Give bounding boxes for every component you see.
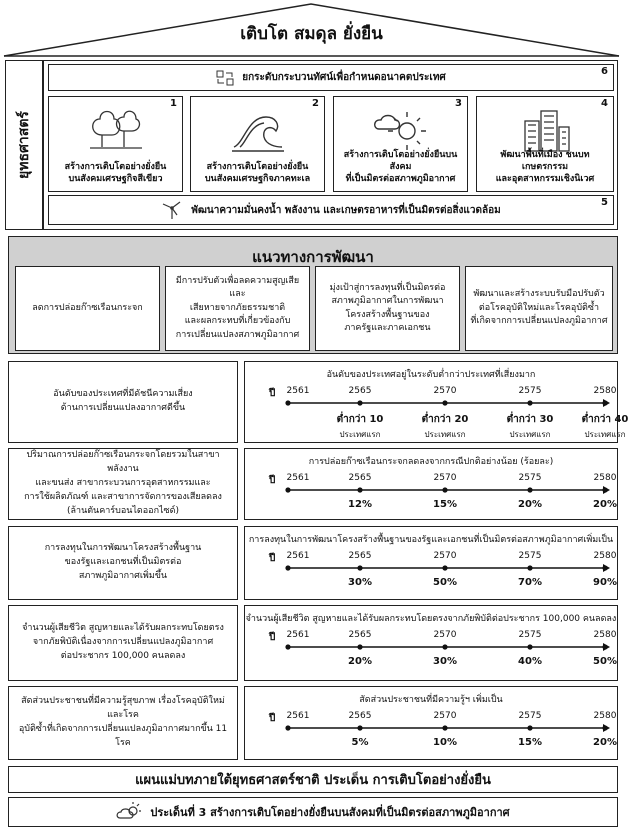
timeline-target-value: 30% [433,656,457,667]
year-label: ปี [269,388,276,399]
timeline-year: 2575 [518,386,542,396]
timeline-axis [285,721,610,735]
indicator-timeline-5 [244,686,618,760]
indicator-desc-line: อุบัติซ้ำที่เกิดจากการเปลี่ยนแปลงภูมิอากาศมากขึ้น 11 โรค [18,724,228,748]
timeline-year: 2561 [286,711,310,721]
timeline-target-sub: ประเทศแรก [509,430,551,439]
timeline-year: 2570 [433,630,457,640]
timeline-dot [602,725,607,730]
indicator-desc-line: สภาพภูมิอากาศเพิ่มขึ้น [78,570,168,581]
year-label: ปี [269,553,276,564]
timeline-target-value: ต่ำกว่า 30 [506,414,554,425]
timeline-target-value: 20% [593,499,617,510]
strategy-side-label: ยุทธศาสตร์ [5,60,43,230]
strategy-card-2: 2 สร้างการเติบโตอย่างยั่งยืน บนสังคมเศรษฐกิจภาคทะเล [190,96,325,192]
timeline-dot [602,487,607,492]
indicator-desc-line: การใช้ผลิตภัณฑ์ และสาขาการจัดการของเสียลดลง [24,491,222,502]
timeline-year: 2570 [433,711,457,721]
timeline-target-value: 15% [518,737,542,748]
guideline-2: มีการปรับตัวเพื่อลดความสูญเสียและ เสียหายจากภัยธรรมชาติ และผลกระทบที่เกี่ยวข้องกับ การเปลี่ยนแปลงสภาพภูมิอากาศ [165,266,310,351]
timeline-title: การลงทุนในการพัฒนาโครงสร้างพื้นฐานของรัฐและเอกชนที่เป็นมิตรต่อสภาพภูมิอากาศเพิ่มเป็น [248,535,614,545]
timeline-year: 2575 [518,630,542,640]
issue-banner: ประเด็นที่ 3 สร้างการเติบโตอย่างยั่งยืนบนสังคมที่เป็นมิตรต่อสภาพภูมิอากาศ [8,797,618,827]
timeline-dot [527,487,532,492]
year-label: ปี [269,713,276,724]
timeline-axis [285,396,610,410]
indicator-desc-line: ปริมาณการปล่อยก๊าซเรือนกระจกโดยรวมในสาขาพลังงาน [26,450,220,475]
timeline-year: 2580 [593,473,617,483]
timeline-dot [357,400,362,405]
timeline-year: 2565 [348,473,372,483]
timeline-target-value: ต่ำกว่า 10 [336,414,384,425]
timeline-dot [285,644,290,649]
timeline-year: 2565 [348,551,372,561]
year-label: ปี [269,632,276,643]
indicator-desc-3 [8,526,238,600]
timeline-year: 2561 [286,386,310,396]
timeline-dot [442,565,447,570]
timeline-target-value: 12% [348,499,372,510]
strategy-5: พัฒนาความมั่นคงน้ำ พลังงาน และเกษตรอาหารที่เป็นมิตรต่อสิ่งแวดล้อม 5 [48,195,614,225]
indicator-desc-line: สัดส่วนประชาชนที่มีความรู้สุขภาพ เรื่องโรคอุบัติใหม่และโรค [21,696,225,721]
timeline-dot [442,487,447,492]
timeline-target-value: 20% [518,499,542,510]
timeline-target-value: 15% [433,499,457,510]
timeline-year: 2580 [593,551,617,561]
timeline-target-sub: ประเทศแรก [584,430,626,439]
wind-turbine-icon [161,200,183,220]
city-buildings-icon [515,107,575,153]
timeline-dot [357,725,362,730]
timeline-year: 2565 [348,630,372,640]
timeline-dot [602,565,607,570]
timeline-target-value: 90% [593,577,617,588]
timeline-dot [285,400,290,405]
timeline-year: 2570 [433,551,457,561]
cloud-sun-icon [371,107,431,153]
timeline-dot [357,565,362,570]
indicator-timeline-1 [244,361,628,443]
strategy-6: ยกระดับกระบวนทัศน์เพื่อกำหนดอนาคตประเทศ 6 [48,64,614,91]
page-title: เติบโต สมดุล ยั่งยืน [240,24,383,44]
timeline-dot [527,400,532,405]
timeline-target-value: ต่ำกว่า 20 [421,414,469,425]
timeline-dot [285,725,290,730]
timeline-target-sub: ประเทศแรก [424,430,466,439]
guideline-3: มุ่งเป้าสู่การลงทุนที่เป็นมิตรต่อ สภาพภูมิอากาศในการพัฒนา โครงสร้างพื้นฐานของ ภาครัฐและภาคเอกชน [315,266,460,351]
timeline-dot [602,400,607,405]
timeline-year: 2565 [348,711,372,721]
timeline-axis [285,483,610,497]
timeline-year: 2561 [286,551,310,561]
timeline-year: 2580 [593,711,617,721]
timeline-dot [442,400,447,405]
indicator-desc-line: อันดับของประเทศที่มีดัชนีความเสี่ยง [53,389,193,400]
timeline-title: สัดส่วนประชาชนที่มีความรู้ฯ เพิ่มเป็น [359,695,503,705]
indicator-desc-5 [8,686,238,760]
timeline-axis [285,640,610,654]
timeline-dot [602,644,607,649]
year-label: ปี [269,475,276,486]
timeline-dot [357,487,362,492]
cycle-arrows-icon [216,70,234,86]
timeline-title: จำนวนผู้เสียชีวิต สูญหายและได้รับผลกระทบโดยตรงจากภัยพิบัติต่อประชากร 100,000 คนลดลง [245,614,617,624]
timeline-target-value: 10% [433,737,457,748]
timeline-target-value: 5% [351,737,369,748]
indicator-timeline-3 [244,526,618,600]
timeline-target-value: 50% [433,577,457,588]
indicator-desc-2 [8,448,238,520]
master-plan-banner: แผนแม่บทภายใต้ยุทธศาสตร์ชาติ ประเด็น การเติบโตอย่างยั่งยืน [8,766,618,793]
timeline-target-value: ต่ำกว่า 40 [581,414,628,425]
strategy-card-4: 4 พัฒนาพื้นที่เมือง ชนบท เกษตรกรรม และอุตสาหกรรมเชิงนิเวศ [476,96,614,192]
timeline-dot [357,644,362,649]
timeline-dot [442,725,447,730]
guideline-1: ลดการปล่อยก๊าซเรือนกระจก [15,266,160,351]
indicator-timeline-4 [244,605,618,681]
indicator-desc-line: การลงทุนในการพัฒนาโครงสร้างพื้นฐาน [44,543,202,554]
timeline-year: 2561 [286,473,310,483]
timeline-target-value: 50% [593,656,617,667]
indicator-timeline-2 [244,448,618,520]
cloud-sun-small-icon [116,802,142,822]
indicator-desc-line: ต่อประชากร 100,000 คนลดลง [60,650,186,661]
timeline-target-value: 70% [518,577,542,588]
timeline-dot [527,725,532,730]
wave-icon [228,107,288,153]
indicator-desc-line: ของรัฐและเอกชนที่เป็นมิตรต่อ [64,557,182,568]
timeline-year: 2580 [593,386,617,396]
indicator-desc-line: จำนวนผู้เสียชีวิต สูญหายและได้รับผลกระทบโดยตรง [22,623,224,634]
timeline-year: 2570 [433,473,457,483]
indicator-desc-4 [8,605,238,681]
strategy-card-3: 3 สร้างการเติบโตอย่างยั่งยืนบนสังคม ที่เป็นมิตรต่อสภาพภูมิอากาศ [333,96,468,192]
indicator-desc-line: (ล้านตันคาร์บอนไดออกไซด์) [66,505,180,516]
timeline-year: 2580 [593,630,617,640]
timeline-dot [442,644,447,649]
timeline-target-value: 30% [348,577,372,588]
timeline-dot [285,565,290,570]
timeline-target-value: 40% [518,656,542,667]
timeline-target-sub: ประเทศแรก [339,430,381,439]
guideline-4: พัฒนาและสร้างระบบรับมือปรับตัว ต่อโรคอุบัติใหม่และโรคอุบัติซ้ำ ที่เกิดจากการเปลี่ยนแปลงภูมิอากาศ [465,266,613,351]
trees-icon [86,107,146,153]
timeline-target-value: 20% [593,737,617,748]
timeline-title: การปล่อยก๊าซเรือนกระจกลดลงจากกรณีปกติอย่างน้อย (ร้อยละ) [308,457,554,467]
guidelines-heading: แนวทางการพัฒนา [252,248,374,266]
timeline-year: 2575 [518,551,542,561]
timeline-year: 2575 [518,711,542,721]
timeline-target-value: 20% [348,656,372,667]
timeline-dot [285,487,290,492]
timeline-year: 2575 [518,473,542,483]
timeline-dot [527,565,532,570]
timeline-axis [285,561,610,575]
timeline-dot [527,644,532,649]
strategy-card-1: 1 สร้างการเติบโตอย่างยั่งยืน บนสังคมเศรษฐกิจสีเขียว [48,96,183,192]
indicator-desc-line: และขนส่ง สาขากระบวนการอุตสาหกรรมและ [35,478,211,489]
timeline-title: อันดับของประเทศอยู่ในระดับต่ำกว่าประเทศที่เสี่ยงมาก [326,370,536,380]
timeline-year: 2561 [286,630,310,640]
timeline-year: 2565 [348,386,372,396]
indicator-desc-1 [8,361,238,443]
indicator-desc-line: ด้านการเปลี่ยนแปลงอากาศดีขึ้น [60,403,186,413]
timeline-year: 2570 [433,386,457,396]
indicator-desc-line: จากภัยพิบัติเนื่องจากการเปลี่ยนแปลงภูมิอากาศ [32,637,214,648]
